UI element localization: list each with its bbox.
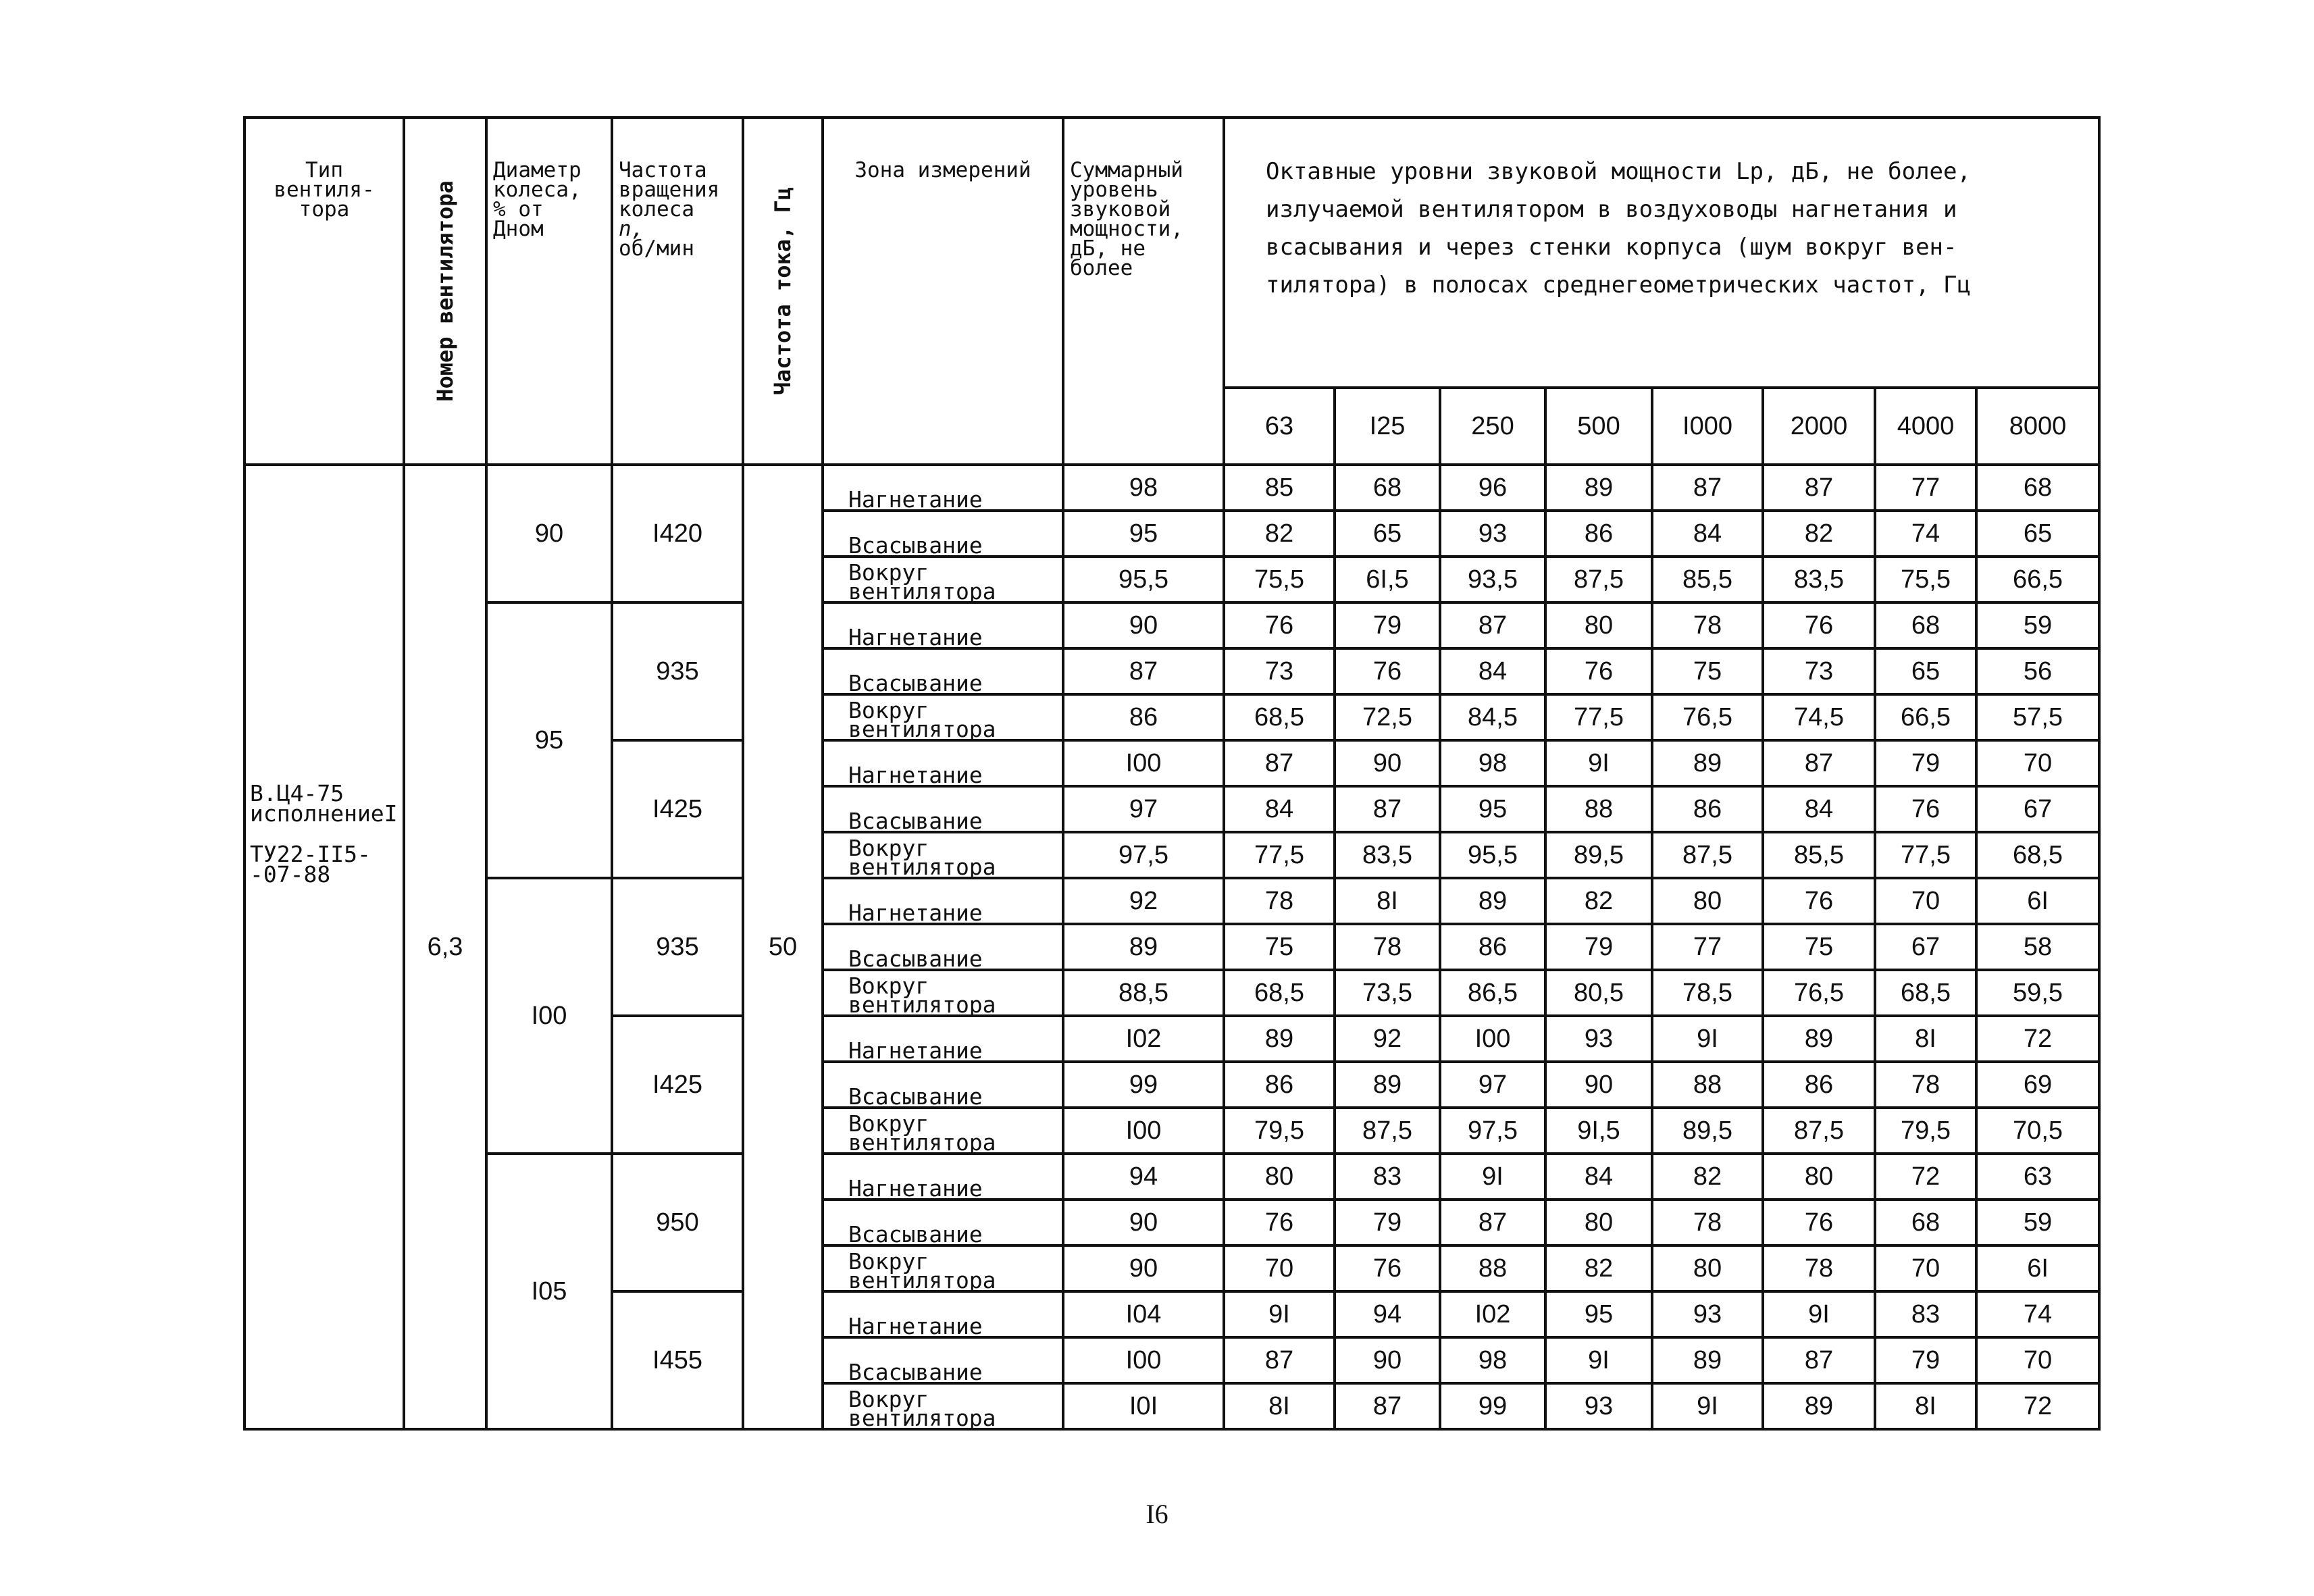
octave-level: 6I,5: [1335, 557, 1440, 602]
octave-level: 9I: [1224, 1291, 1335, 1337]
header-total-level: Суммарный уровень звуковой мощности, дБ, не более: [1063, 118, 1224, 465]
rotation-speed: I425: [612, 740, 743, 878]
wheel-diameter: 90: [486, 465, 612, 602]
octave-level: 80: [1545, 602, 1652, 648]
frequency-header: 63: [1224, 388, 1335, 465]
page-number: I6: [1146, 1499, 1168, 1529]
octave-level: 85: [1224, 465, 1335, 511]
octave-level: 82: [1545, 1245, 1652, 1291]
octave-level: 76: [1763, 602, 1875, 648]
measurement-zone: Всасывание: [823, 786, 1063, 832]
octave-level: 86: [1440, 924, 1545, 970]
measurement-zone: Всасывание: [823, 648, 1063, 694]
octave-level: 80,5: [1545, 970, 1652, 1016]
measurement-zone: Вокруг вентилятора: [823, 694, 1063, 740]
octave-level: 77,5: [1224, 832, 1335, 878]
wheel-diameter: I00: [486, 878, 612, 1154]
octave-level: 86: [1652, 786, 1763, 832]
octave-level: 80: [1652, 1245, 1763, 1291]
rotation-speed: I425: [612, 1016, 743, 1154]
octave-level: 59: [1976, 1200, 2099, 1245]
rotation-speed: I420: [612, 465, 743, 602]
frequency-header: 2000: [1763, 388, 1875, 465]
octave-level: 75,5: [1875, 557, 1976, 602]
total-level: I0I: [1063, 1383, 1224, 1429]
octave-level: 79: [1545, 924, 1652, 970]
octave-level: 89: [1545, 465, 1652, 511]
table-body: [245, 465, 2099, 1429]
wheel-diameter: I05: [486, 1154, 612, 1429]
total-level: I04: [1063, 1291, 1224, 1337]
total-level: 97: [1063, 786, 1224, 832]
octave-level: 70: [1875, 878, 1976, 924]
octave-level: 77,5: [1545, 694, 1652, 740]
octave-level: 87: [1763, 465, 1875, 511]
octave-level: 76: [1763, 878, 1875, 924]
header-current-frequency: Частота тока, Гц: [743, 118, 823, 465]
octave-level: 66,5: [1976, 557, 2099, 602]
header-fan-number: Номер вентилятора: [404, 118, 486, 465]
octave-level: 75: [1763, 924, 1875, 970]
octave-level: 90: [1335, 740, 1440, 786]
noise-table-sheet: [243, 116, 2098, 1481]
octave-level: 95,5: [1440, 832, 1545, 878]
measurement-zone: Нагнетание: [823, 740, 1063, 786]
octave-level: 87,5: [1763, 1108, 1875, 1154]
octave-level: 66,5: [1875, 694, 1976, 740]
measurement-zone: Нагнетание: [823, 1154, 1063, 1200]
octave-level: 87: [1335, 1383, 1440, 1429]
octave-level: 86: [1224, 1062, 1335, 1108]
octave-level: 76: [1224, 1200, 1335, 1245]
total-level: I00: [1063, 1108, 1224, 1154]
frequency-header: I25: [1335, 388, 1440, 465]
octave-level: 70: [1224, 1245, 1335, 1291]
header-diameter: Диаметр колеса, % от Дном: [486, 118, 612, 465]
octave-level: 87: [1652, 465, 1763, 511]
octave-level: 87: [1440, 602, 1545, 648]
octave-level: 85,5: [1652, 557, 1763, 602]
octave-level: 87: [1440, 1200, 1545, 1245]
rotation-speed: 935: [612, 878, 743, 1016]
octave-level: 98: [1440, 1337, 1545, 1383]
octave-level: I02: [1440, 1291, 1545, 1337]
header-type: Тип вентиля-тора: [245, 118, 404, 465]
octave-level: 80: [1224, 1154, 1335, 1200]
octave-level: 67: [1875, 924, 1976, 970]
fan-number: 6,3: [404, 465, 486, 1429]
measurement-zone: Всасывание: [823, 1200, 1063, 1245]
octave-level: 80: [1763, 1154, 1875, 1200]
octave-level: 77,5: [1875, 832, 1976, 878]
octave-level: 89: [1652, 740, 1763, 786]
octave-level: 78: [1763, 1245, 1875, 1291]
total-level: 87: [1063, 648, 1224, 694]
octave-level: 83: [1335, 1154, 1440, 1200]
octave-level: 89,5: [1652, 1108, 1763, 1154]
octave-level: 84: [1763, 786, 1875, 832]
octave-level: 76,5: [1763, 970, 1875, 1016]
total-level: 92: [1063, 878, 1224, 924]
octave-level: 78: [1652, 602, 1763, 648]
octave-level: 84: [1440, 648, 1545, 694]
octave-level: 8I: [1875, 1016, 1976, 1062]
table-row: [245, 1154, 2099, 1200]
octave-level: 89: [1440, 878, 1545, 924]
octave-level: 87: [1335, 786, 1440, 832]
measurement-zone: Нагнетание: [823, 878, 1063, 924]
octave-level: 98: [1440, 740, 1545, 786]
measurement-zone: Нагнетание: [823, 465, 1063, 511]
octave-level: 93,5: [1440, 557, 1545, 602]
octave-level: 72: [1875, 1154, 1976, 1200]
frequency-header: 8000: [1976, 388, 2099, 465]
octave-level: 75: [1652, 648, 1763, 694]
total-level: 99: [1063, 1062, 1224, 1108]
octave-level: 76: [1224, 602, 1335, 648]
noise-level-table: [243, 116, 2101, 1431]
octave-level: 70: [1976, 740, 2099, 786]
octave-level: 74,5: [1763, 694, 1875, 740]
octave-level: 73: [1763, 648, 1875, 694]
octave-level: 79: [1875, 1337, 1976, 1383]
octave-level: 85,5: [1763, 832, 1875, 878]
octave-level: 89: [1763, 1383, 1875, 1429]
octave-level: 82: [1545, 878, 1652, 924]
octave-level: 99: [1440, 1383, 1545, 1429]
octave-level: 75: [1224, 924, 1335, 970]
octave-level: 9I: [1652, 1383, 1763, 1429]
header-speed: Частота вращения колеса n, об/мин: [612, 118, 743, 465]
octave-level: 75,5: [1224, 557, 1335, 602]
measurement-zone: Вокруг вентилятора: [823, 832, 1063, 878]
octave-level: 84,5: [1440, 694, 1545, 740]
measurement-zone: Нагнетание: [823, 1291, 1063, 1337]
octave-level: 72: [1976, 1383, 2099, 1429]
octave-level: 67: [1976, 786, 2099, 832]
measurement-zone: Всасывание: [823, 511, 1063, 557]
total-level: I00: [1063, 1337, 1224, 1383]
total-level: 95,5: [1063, 557, 1224, 602]
total-level: I00: [1063, 740, 1224, 786]
octave-level: 78: [1335, 924, 1440, 970]
octave-level: 63: [1976, 1154, 2099, 1200]
current-frequency: 50: [743, 465, 823, 1429]
octave-level: 68: [1335, 465, 1440, 511]
octave-level: 83: [1875, 1291, 1976, 1337]
octave-level: 68: [1875, 602, 1976, 648]
frequency-header: 4000: [1875, 388, 1976, 465]
table-row: [245, 878, 2099, 924]
measurement-zone: Нагнетание: [823, 602, 1063, 648]
octave-level: 80: [1652, 878, 1763, 924]
octave-level: 87,5: [1545, 557, 1652, 602]
octave-level: 93: [1545, 1383, 1652, 1429]
octave-level: 93: [1652, 1291, 1763, 1337]
octave-level: 89: [1763, 1016, 1875, 1062]
total-level: 90: [1063, 1200, 1224, 1245]
octave-level: 74: [1976, 1291, 2099, 1337]
octave-level: 82: [1763, 511, 1875, 557]
octave-level: 87: [1224, 1337, 1335, 1383]
measurement-zone: Вокруг вентилятора: [823, 557, 1063, 602]
octave-level: 95: [1440, 786, 1545, 832]
octave-level: 80: [1545, 1200, 1652, 1245]
octave-level: 9I: [1545, 1337, 1652, 1383]
octave-level: 93: [1440, 511, 1545, 557]
octave-level: 87: [1224, 740, 1335, 786]
octave-level: I00: [1440, 1016, 1545, 1062]
octave-level: 84: [1652, 511, 1763, 557]
octave-level: 6I: [1976, 1245, 2099, 1291]
octave-level: 87: [1763, 740, 1875, 786]
octave-level: 76: [1763, 1200, 1875, 1245]
measurement-zone: Всасывание: [823, 1337, 1063, 1383]
octave-level: 79: [1335, 602, 1440, 648]
octave-level: 76: [1875, 786, 1976, 832]
octave-level: 93: [1545, 1016, 1652, 1062]
octave-level: 79: [1335, 1200, 1440, 1245]
table-row: [245, 465, 2099, 511]
wheel-diameter: 95: [486, 602, 612, 878]
octave-level: 8I: [1875, 1383, 1976, 1429]
octave-level: 59: [1976, 602, 2099, 648]
octave-level: 78: [1875, 1062, 1976, 1108]
measurement-zone: Вокруг вентилятора: [823, 1245, 1063, 1291]
octave-level: 84: [1224, 786, 1335, 832]
total-level: 97,5: [1063, 832, 1224, 878]
total-level: 95: [1063, 511, 1224, 557]
rotation-speed: I455: [612, 1291, 743, 1429]
octave-level: 59,5: [1976, 970, 2099, 1016]
rotation-speed: 950: [612, 1154, 743, 1291]
octave-level: 87: [1763, 1337, 1875, 1383]
octave-level: 8I: [1335, 878, 1440, 924]
header-zone: Зона измерений: [823, 118, 1063, 465]
octave-level: 87,5: [1335, 1108, 1440, 1154]
total-level: 88,5: [1063, 970, 1224, 1016]
octave-level: 76: [1545, 648, 1652, 694]
total-level: 90: [1063, 1245, 1224, 1291]
octave-level: 68: [1976, 465, 2099, 511]
octave-level: 97,5: [1440, 1108, 1545, 1154]
octave-level: 65: [1335, 511, 1440, 557]
octave-level: 79,5: [1875, 1108, 1976, 1154]
octave-level: 77: [1875, 465, 1976, 511]
measurement-zone: Вокруг вентилятора: [823, 1108, 1063, 1154]
octave-level: 76: [1335, 1245, 1440, 1291]
octave-level: 68,5: [1224, 694, 1335, 740]
octave-level: 89: [1224, 1016, 1335, 1062]
octave-level: 84: [1545, 1154, 1652, 1200]
header-octave-levels: Октавные уровни звуковой мощности Lp, дБ, не более, излучаемой вентилятором в воздуховоды нагнетания и всасывания и через стенки корпуса (шум вокруг вен-тилятора) в полосах среднегеометрических частот, Гц: [1224, 118, 2099, 388]
frequency-header: I000: [1652, 388, 1763, 465]
octave-level: 56: [1976, 648, 2099, 694]
octave-level: 68: [1875, 1200, 1976, 1245]
measurement-zone: Всасывание: [823, 1062, 1063, 1108]
total-level: 98: [1063, 465, 1224, 511]
octave-level: 70,5: [1976, 1108, 2099, 1154]
total-level: 94: [1063, 1154, 1224, 1200]
octave-level: 89,5: [1545, 832, 1652, 878]
octave-level: 92: [1335, 1016, 1440, 1062]
octave-level: 83,5: [1335, 832, 1440, 878]
total-level: 90: [1063, 602, 1224, 648]
octave-level: 89: [1335, 1062, 1440, 1108]
octave-level: 9I: [1763, 1291, 1875, 1337]
octave-level: 95: [1545, 1291, 1652, 1337]
octave-level: 69: [1976, 1062, 2099, 1108]
measurement-zone: Вокруг вентилятора: [823, 970, 1063, 1016]
octave-level: 88: [1545, 786, 1652, 832]
octave-level: 65: [1976, 511, 2099, 557]
total-level: 86: [1063, 694, 1224, 740]
octave-level: 86: [1763, 1062, 1875, 1108]
octave-level: 9I,5: [1545, 1108, 1652, 1154]
octave-level: 6I: [1976, 878, 2099, 924]
octave-level: 87,5: [1652, 832, 1763, 878]
frequency-header: 250: [1440, 388, 1545, 465]
octave-level: 58: [1976, 924, 2099, 970]
octave-level: 76: [1335, 648, 1440, 694]
octave-level: 79: [1875, 740, 1976, 786]
octave-level: 94: [1335, 1291, 1440, 1337]
octave-level: 88: [1440, 1245, 1545, 1291]
total-level: I02: [1063, 1016, 1224, 1062]
octave-level: 9I: [1652, 1016, 1763, 1062]
measurement-zone: Всасывание: [823, 924, 1063, 970]
octave-level: 8I: [1224, 1383, 1335, 1429]
octave-level: 73: [1224, 648, 1335, 694]
octave-level: 78,5: [1652, 970, 1763, 1016]
octave-level: 73,5: [1335, 970, 1440, 1016]
octave-level: 77: [1652, 924, 1763, 970]
octave-level: 68,5: [1976, 832, 2099, 878]
octave-level: 86,5: [1440, 970, 1545, 1016]
octave-level: 79,5: [1224, 1108, 1335, 1154]
octave-level: 57,5: [1976, 694, 2099, 740]
rotation-speed: 935: [612, 602, 743, 740]
octave-level: 72,5: [1335, 694, 1440, 740]
table-row: [245, 602, 2099, 648]
frequency-header: 500: [1545, 388, 1652, 465]
octave-level: 78: [1224, 878, 1335, 924]
octave-level: 9I: [1545, 740, 1652, 786]
octave-level: 70: [1875, 1245, 1976, 1291]
octave-level: 68,5: [1875, 970, 1976, 1016]
measurement-zone: Нагнетание: [823, 1016, 1063, 1062]
octave-level: 78: [1652, 1200, 1763, 1245]
octave-level: 86: [1545, 511, 1652, 557]
octave-level: 89: [1652, 1337, 1763, 1383]
octave-level: 76,5: [1652, 694, 1763, 740]
octave-level: 90: [1545, 1062, 1652, 1108]
octave-level: 70: [1976, 1337, 2099, 1383]
octave-level: 88: [1652, 1062, 1763, 1108]
octave-level: 97: [1440, 1062, 1545, 1108]
octave-level: 74: [1875, 511, 1976, 557]
measurement-zone: Вокруг вентилятора: [823, 1383, 1063, 1429]
octave-level: 96: [1440, 465, 1545, 511]
total-level: 89: [1063, 924, 1224, 970]
octave-level: 82: [1652, 1154, 1763, 1200]
octave-level: 82: [1224, 511, 1335, 557]
octave-level: 9I: [1440, 1154, 1545, 1200]
octave-level: 83,5: [1763, 557, 1875, 602]
octave-level: 90: [1335, 1337, 1440, 1383]
octave-level: 68,5: [1224, 970, 1335, 1016]
octave-level: 72: [1976, 1016, 2099, 1062]
octave-level: 65: [1875, 648, 1976, 694]
fan-type: В.Ц4-75 исполнениеI ТУ22-II5- -07-88: [245, 465, 404, 1429]
